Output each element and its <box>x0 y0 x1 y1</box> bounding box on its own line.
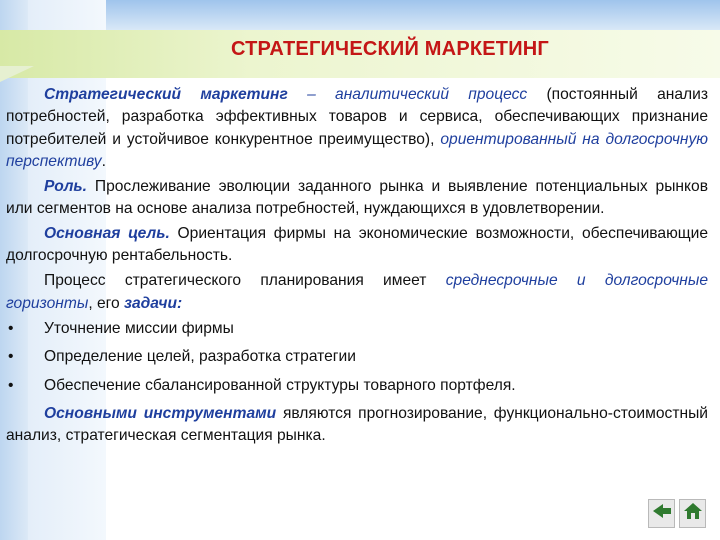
role-label: Роль. <box>44 177 88 195</box>
list-item <box>6 346 708 368</box>
paragraph-planning <box>6 270 708 315</box>
tasks-label: задачи: <box>124 294 183 312</box>
list-item <box>6 375 708 397</box>
bullet-icon: • <box>8 376 14 394</box>
planning-text-1: Процесс стратегического планирования имеет <box>44 272 446 290</box>
definition-end: . <box>101 152 106 170</box>
home-button[interactable] <box>679 499 706 528</box>
bullet-icon: • <box>8 348 14 366</box>
tools-label: Основными инструментами <box>44 405 277 423</box>
definition-tail: ориентированный на долгосрочную перспективу <box>6 130 709 170</box>
tools-text: являются прогнозирование, функционально-стоимостный анализ, стратегическая сегментация рынка. <box>6 405 708 445</box>
home-icon <box>683 502 703 525</box>
task-list <box>6 318 708 397</box>
back-button[interactable] <box>648 499 675 528</box>
term-strategic-marketing: Стратегический маркетинг <box>44 86 288 103</box>
top-stripe <box>0 0 720 30</box>
planning-text-2: , его <box>88 294 125 312</box>
paragraph-role <box>6 176 708 221</box>
main-goal-text: Ориентация фирмы на экономические возможности, обеспечивающие долгосрочную рентабельность. <box>6 225 708 265</box>
slide-title: СТРАТЕГИЧЕСКИЙ МАРКЕТИНГ <box>231 38 549 60</box>
definition-text: (постоянный анализ потребностей, разработка эффективных товаров и сервиса, обеспечивающих признание потребителей и устойчивое конкурентное преимущество), <box>6 86 709 148</box>
planning-horizons: среднесрочные и долгосрочные горизонты <box>6 272 708 312</box>
decoration-wedge <box>0 66 34 82</box>
list-item <box>6 318 708 340</box>
role-text: Прослеживание эволюции заданного рынка и выявление потенциальных рынков или сегментов на основе анализа потребностей, нуждающихся в удовлетворении. <box>6 177 708 218</box>
slide-body <box>6 84 708 450</box>
slide-navigation <box>648 499 706 529</box>
paragraph-main-goal <box>6 223 708 268</box>
paragraph-definition <box>6 84 708 173</box>
list-item-text: Определение целей, разработка стратегии <box>44 348 356 366</box>
paragraph-tools <box>6 403 708 448</box>
list-item-text: Обеспечение сбалансированной структуры товарного портфеля. <box>44 376 516 394</box>
list-item-text: Уточнение миссии фирмы <box>44 319 234 337</box>
back-arrow-icon <box>652 503 672 524</box>
main-goal-label: Основная цель. <box>44 225 170 243</box>
bullet-icon: • <box>8 319 14 337</box>
definition-lead: – аналитический процесс <box>287 86 547 103</box>
